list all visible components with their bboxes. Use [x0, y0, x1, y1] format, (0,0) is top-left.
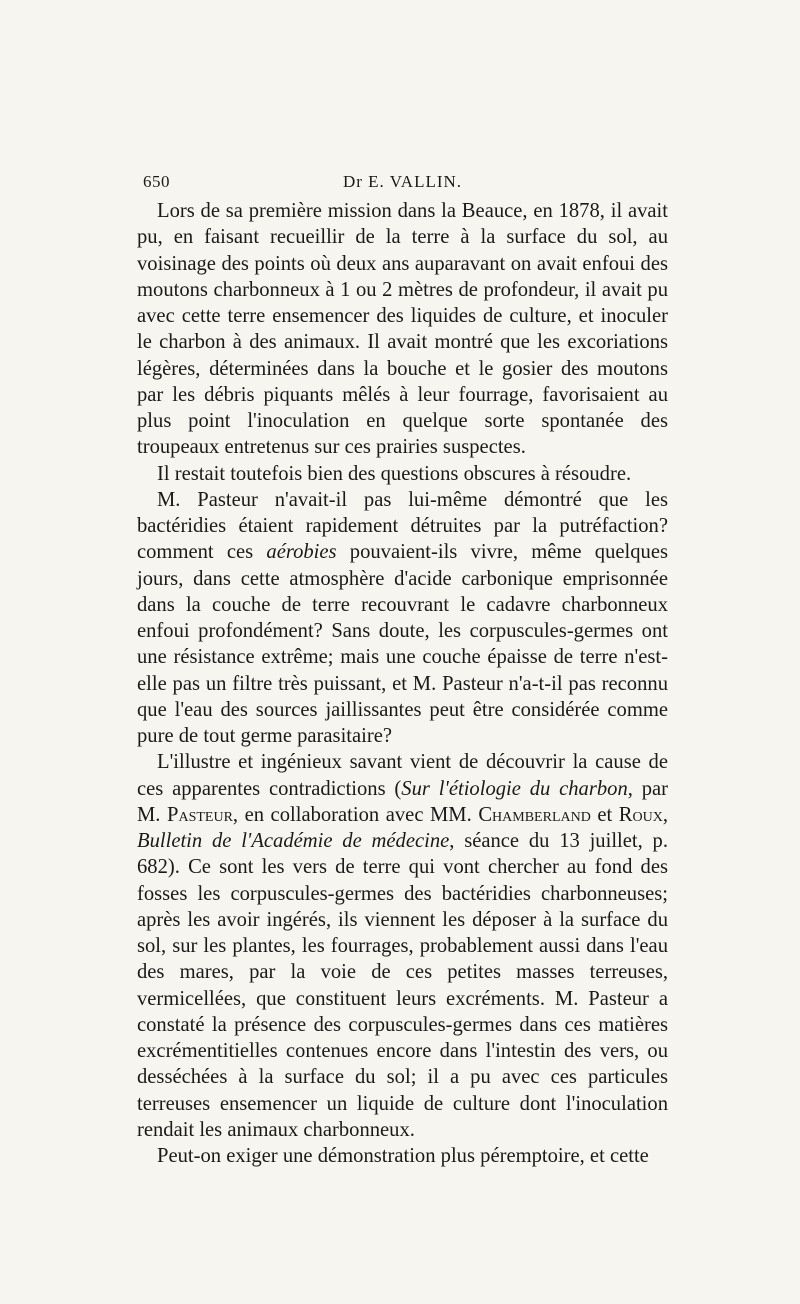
text-run: et: [590, 803, 619, 826]
text-run: Peut-on exiger une démonstration plus péremptoire, et cette: [157, 1145, 649, 1167]
text-run: , séance du 13 juillet, p. 682). Ce sont les vers de terre qui vont chercher au fond des fosses les corpuscules-germes des bactéridies charbonneuses; après les avoir ingérés, ils viennent les déposer à la surface du sol, sur les plantes, les fourrages, probablement aussi dans l'eau des mares, par la voie de ces petites masses terreuses, vermicellées, que constituent leurs excréments. M. Pasteur a constaté la présence des corpuscules-germes dans ces matières excrémentitielles contenues encore dans l'intestin des vers, ou desséchées à la surface du sol; il a pu avec ces particules terreuses ensemencer un liquide de culture dont l'inoculation rendait les animaux charbonneux.: [137, 830, 669, 1141]
text-run: L'illustre et ingénieux savant vient de découvrir la cause de ces apparentes contradictions (: [137, 751, 668, 800]
text-run: , par M.: [137, 777, 669, 826]
text-run: ,: [662, 803, 668, 826]
running-head: Dr E. VALLIN.: [342, 172, 463, 191]
text-run: Bulletin de l'Académie de médecine: [137, 830, 450, 852]
text-run: Lors de sa première mission dans la Beauce, en 1878, il avait pu, en faisant recueillir de la terre à la surface du sol, au voisinage des points où deux ans auparavant on avait enfoui des moutons charbonneux à 1 ou 2 mètres de profondeur, il avait pu avec cette terre ensemencer des liquides de culture, et inoculer le charbon à des animaux. Il avait montré que les excoriations légères, déterminées dans la bouche et le gosier des moutons par les débris piquants mêlés à leur fourrage, favorisaient au plus point l'inoculation en quelque sorte spontanée des troupeaux entretenus sur ces prairies suspectes.: [137, 200, 668, 459]
text-run: Pasteur: [167, 803, 233, 826]
text-run: Roux: [618, 803, 663, 826]
text-run: M. Pasteur n'avait-il pas lui-même démontré que les bactéridies étaient rapidement détruites par la putréfaction? comment ces: [137, 488, 668, 564]
text-run: pouvaient-ils vivre, même quelques jours, dans cette atmosphère d'acide carbonique emprisonnée dans la couche de terre recouvrant le cadavre charbonneux enfoui profondément? Sans doute, les corpuscules-germes ont une résistance extrême; mais une couche épaisse de terre n'est-elle pas un filtre très puissant, et M. Pasteur n'a-t-il pas reconnu que l'eau des sources jaillissantes peut être considérée comme pure de tout germe parasitaire?: [137, 541, 668, 747]
text-run: , en collaboration avec MM.: [232, 803, 479, 826]
paragraph: [137, 1143, 668, 1169]
page-number: 650: [143, 172, 170, 191]
text-run: Sur l'étiologie du charbon: [401, 777, 628, 800]
paragraph: [137, 461, 668, 487]
body-text: [137, 198, 668, 1169]
paragraph: [137, 749, 668, 1143]
book-page: [137, 168, 668, 1169]
text-run: Chamberland: [478, 803, 591, 826]
paragraph: [137, 198, 668, 461]
text-run: aérobies: [266, 541, 337, 564]
paragraph: [137, 487, 668, 750]
page-header: [137, 168, 668, 198]
text-run: Il restait toutefois bien des questions obscures à résoudre.: [157, 462, 632, 485]
